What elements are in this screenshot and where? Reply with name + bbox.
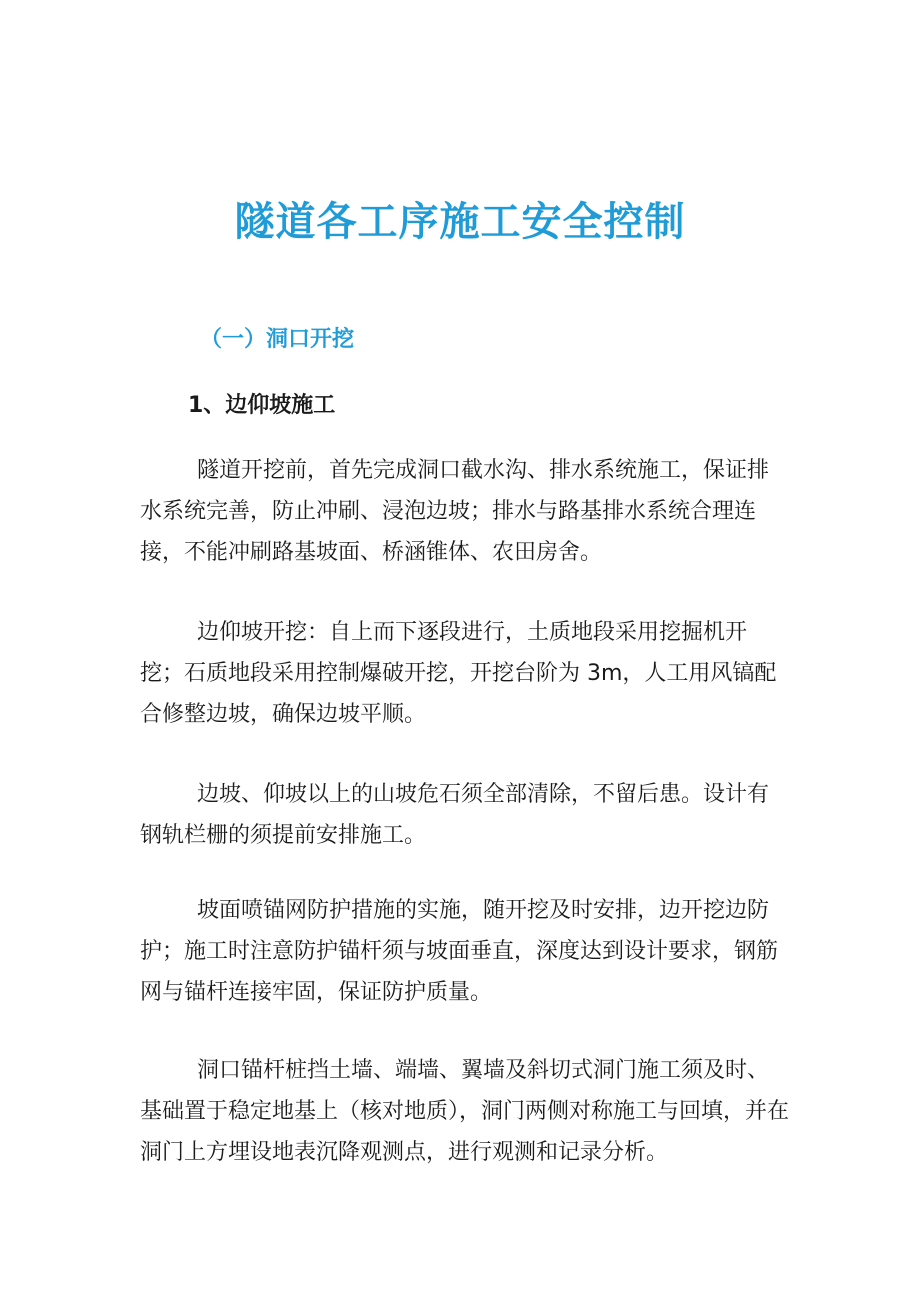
paragraph: 洞口锚杆桩挡土墙、端墙、翼墙及斜切式洞门施工须及时、基础置于稳定地基上（核对地质），洞门两侧对称施工与回填，并在洞门上方埋设地表沉降观测点，进行观测和记录分析。	[140, 1058, 790, 1165]
paragraph: 边仰坡开挖：自上而下逐段进行，土质地段采用挖掘机开挖；石质地段采用控制爆破开挖，开挖台阶为 3m，人工用风镐配合修整边坡，确保边坡平顺。	[140, 620, 777, 727]
paragraph: 边坡、仰坡以上的山坡危石须全部清除，不留后患。设计有钢轨栏栅的须提前安排施工。	[140, 782, 770, 848]
section-heading: （一）洞口开挖	[200, 327, 355, 352]
paragraph: 坡面喷锚网防护措施的实施，随开挖及时安排，边开挖边防护；施工时注意防护锚杆须与坡面垂直，深度达到设计要求，钢筋网与锚杆连接牢固，保证防护质量。	[140, 898, 779, 1005]
sub-heading: 1、边仰坡施工	[188, 393, 336, 418]
paragraph: 隧道开挖前，首先完成洞口截水沟、排水系统施工，保证排水系统完善，防止冲刷、浸泡边坡；排水与路基排水系统合理连接，不能冲刷路基坡面、桥涵锥体、农田房舍。	[140, 458, 770, 565]
document-title: 隧道各工序施工安全控制	[234, 199, 686, 245]
